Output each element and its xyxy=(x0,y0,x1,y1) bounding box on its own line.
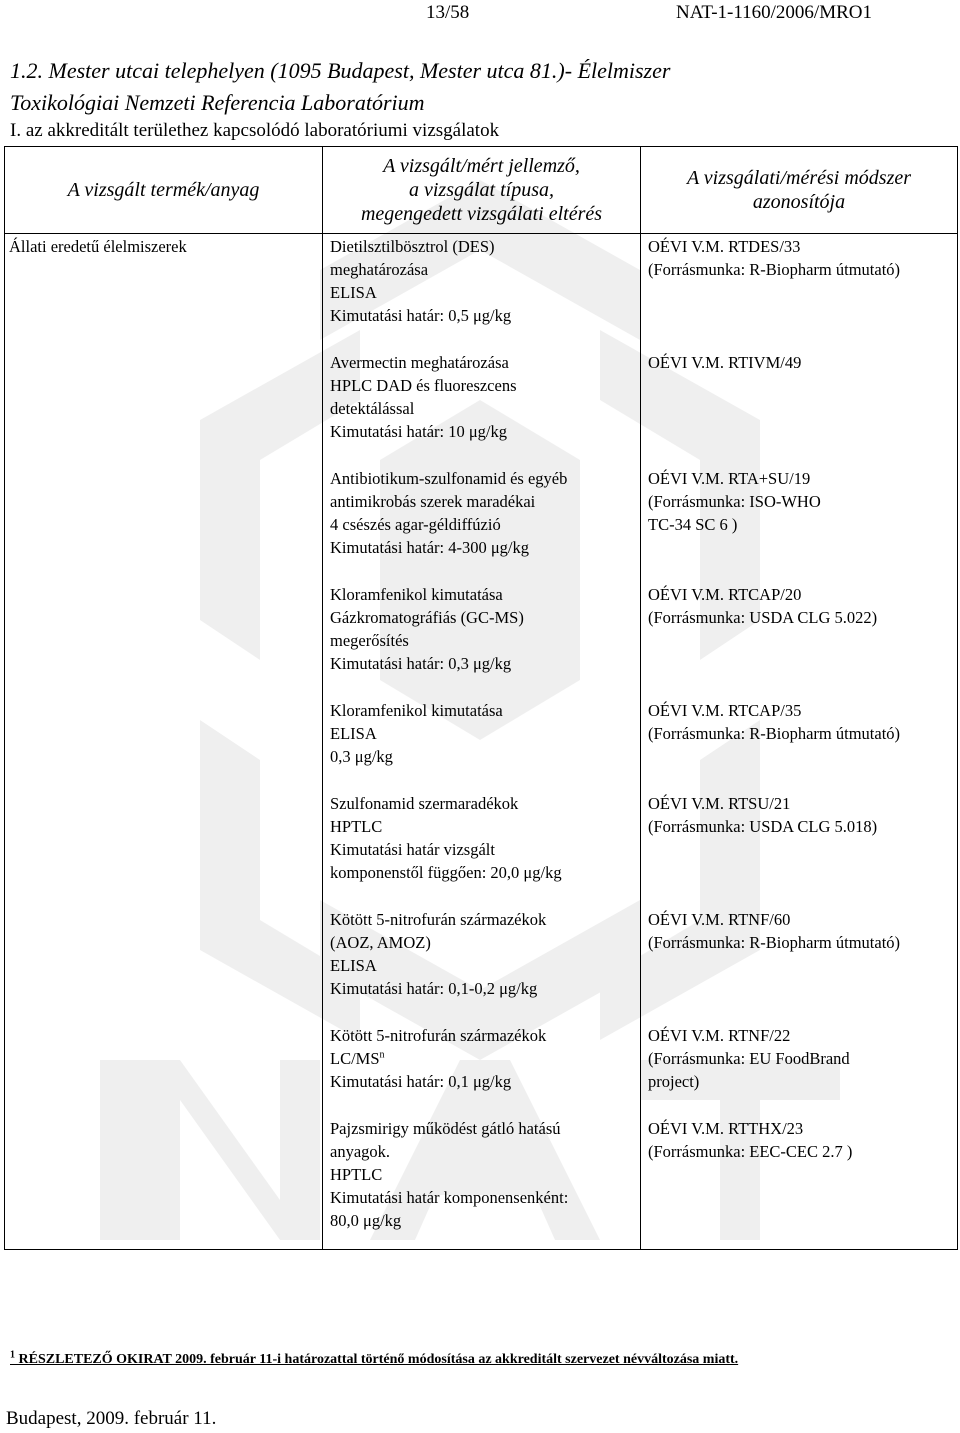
nitrofuran-lcms-line1: Kötött 5-nitrofurán származékok xyxy=(330,1026,547,1045)
header-characteristic: A vizsgált/mért jellemző, a vizsgálat típusa, megengedett vizsgálati eltérés xyxy=(323,147,641,234)
method-rtasu: OÉVI V.M. RTA+SU/19 (Forrásmunka: ISO-WHO TC-34 SC 6 ) xyxy=(648,469,821,534)
table-row xyxy=(5,234,958,1250)
characteristic-avermectin: Avermectin meghatározása HPLC DAD és fluoreszcens detektálással Kimutatási határ: 10 μg/kg xyxy=(330,353,517,441)
characteristic-thyroid: Pajzsmirigy működést gátló hatású anyagok. HPTLC Kimutatási határ komponensenként: 80,0 μg/kg xyxy=(330,1119,569,1230)
characteristic-chloramphenicol-gcms: Kloramfenikol kimutatása Gázkromatográfiás (GC-MS) megerősítés Kimutatási határ: 0,3 μg/kg xyxy=(330,585,524,673)
footer-date: Budapest, 2009. február 11. xyxy=(6,1408,217,1429)
lcms-superscript: n xyxy=(379,1049,385,1061)
section-subtitle: I. az akkreditált területhez kapcsolódó laboratóriumi vizsgálatok xyxy=(10,120,500,141)
footnote-text: RÉSZLETEZŐ OKIRAT 2009. február 11-i határozattal történő módosítása az akkreditált szervezet névváltozása miatt. xyxy=(18,1352,739,1367)
method-rtthx: OÉVI V.M. RTTHX/23 (Forrásmunka: EEC-CEC 2.7 ) xyxy=(648,1119,853,1161)
document-id: NAT-1-1160/2006/MRO1 xyxy=(676,2,872,23)
characteristic-nitrofuran-lcms xyxy=(330,1024,640,1093)
method-rtnf22: OÉVI V.M. RTNF/22 (Forrásmunka: EU FoodBrand project) xyxy=(648,1026,850,1091)
method-rtcap35: OÉVI V.M. RTCAP/35 (Forrásmunka: R-Biopharm útmutató) xyxy=(648,701,901,743)
characteristic-des: Dietilsztilbösztrol (DES) meghatározása ELISA Kimutatási határ: 0,5 μg/kg xyxy=(330,237,512,325)
footnote-marker: 1 xyxy=(10,1349,15,1361)
lcms-label: LC/MS xyxy=(330,1049,380,1068)
table-header-row xyxy=(5,147,958,234)
footnote xyxy=(10,1349,739,1368)
method-cell xyxy=(641,234,958,1250)
header-product: A vizsgált termék/anyag xyxy=(5,147,323,234)
nitrofuran-lcms-line3: Kimutatási határ: 0,1 μg/kg xyxy=(330,1072,512,1091)
characteristic-sulfonamide: Szulfonamid szermaradékok HPTLC Kimutatási határ vizsgált komponenstől függően: 20,0 μg/kg xyxy=(330,794,562,882)
method-rtdes: OÉVI V.M. RTDES/33 (Forrásmunka: R-Biopharm útmutató) xyxy=(648,237,901,279)
characteristic-antibiotic: Antibiotikum-szulfonamid és egyéb antimikrobás szerek maradékai 4 csészés agar-géldiffúzió Kimutatási határ: 4-300 μg/kg xyxy=(330,469,568,557)
accreditation-table xyxy=(4,146,958,1250)
section-title-line1: 1.2. Mester utcai telephelyen (1095 Budapest, Mester utca 81.)- Élelmiszer xyxy=(10,58,671,83)
nitrofuran-lcms-method xyxy=(330,1047,640,1070)
method-rtivm: OÉVI V.M. RTIVM/49 xyxy=(648,353,802,372)
characteristic-cell xyxy=(323,234,641,1250)
product-name: Állati eredetű élelmiszerek xyxy=(9,237,187,256)
method-rtsu: OÉVI V.M. RTSU/21 (Forrásmunka: USDA CLG 5.018) xyxy=(648,794,878,836)
characteristic-chloramphenicol-elisa: Kloramfenikol kimutatása ELISA 0,3 μg/kg xyxy=(330,701,503,766)
method-rtnf60: OÉVI V.M. RTNF/60 (Forrásmunka: R-Biopharm útmutató) xyxy=(648,910,901,952)
header-method: A vizsgálati/mérési módszer azonosítója xyxy=(641,147,958,234)
page-number: 13/58 xyxy=(426,2,470,23)
section-title-line2: Toxikológiai Nemzeti Referencia Laboratórium xyxy=(10,90,425,115)
characteristic-nitrofuran-elisa: Kötött 5-nitrofurán származékok (AOZ, AMOZ) ELISA Kimutatási határ: 0,1-0,2 μg/kg xyxy=(330,910,547,998)
product-cell xyxy=(5,234,323,1250)
method-rtcap20: OÉVI V.M. RTCAP/20 (Forrásmunka: USDA CLG 5.022) xyxy=(648,585,878,627)
